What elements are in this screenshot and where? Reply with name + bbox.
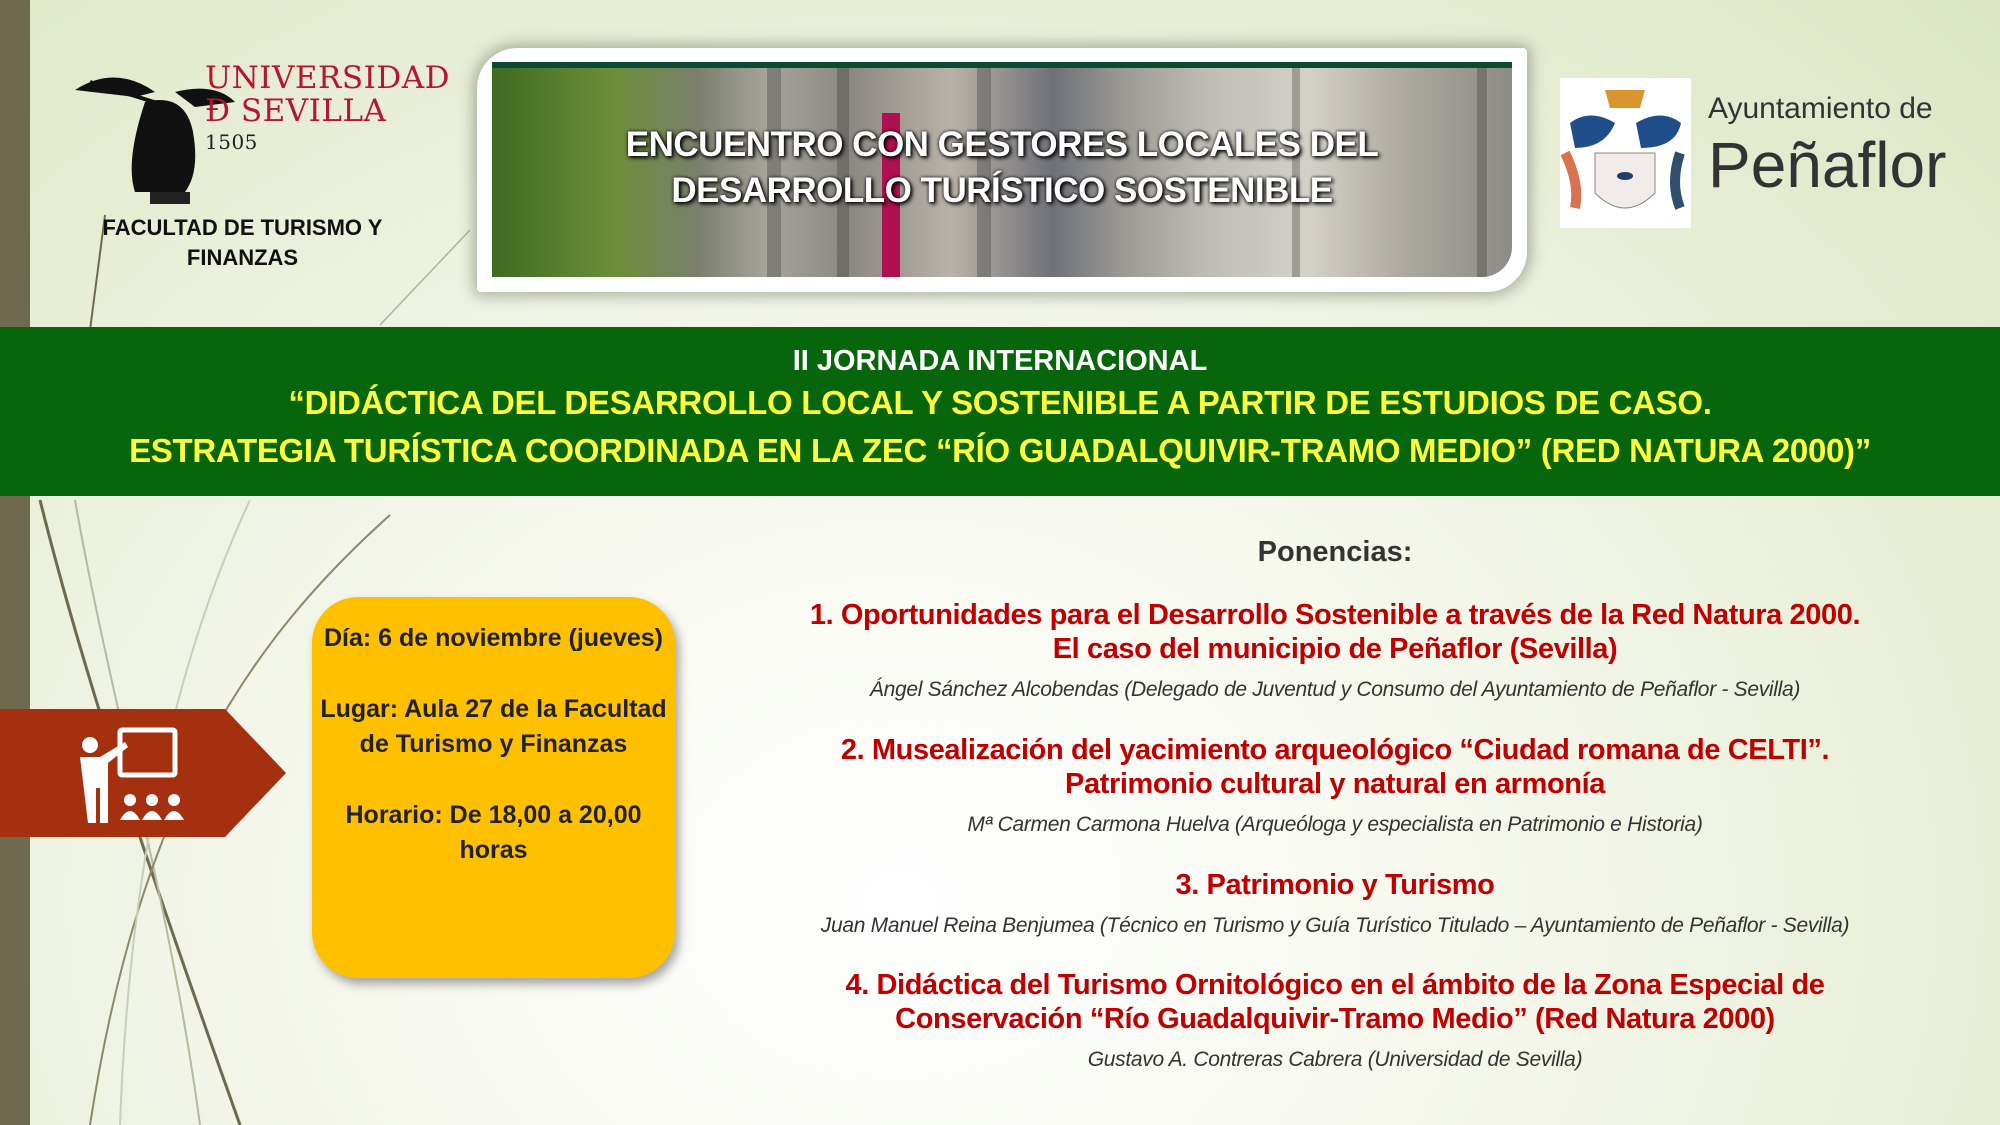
event-banner: [477, 48, 1527, 292]
university-name-line1: UNIVERSIDAD: [205, 60, 450, 96]
municipality-line1: Ayuntamiento de: [1708, 92, 1933, 125]
talk-title: 3. Patrimonio y Turismo: [1175, 869, 1495, 901]
talk-speaker: Mª Carmen Carmona Huelva (Arqueóloga y especialista en Patrimonio e Historia): [967, 813, 1703, 836]
event-time: Horario: De 18,00 a 20,00 horas: [345, 801, 642, 864]
event-info-box: [312, 597, 675, 978]
event-title-line1: “DIDÁCTICA DEL DESARROLLO LOCAL Y SOSTENIBLE A PARTIR DE ESTUDIOS DE CASO.: [288, 384, 1712, 421]
event-subtitle: II JORNADA INTERNACIONAL: [792, 345, 1208, 377]
talk-title: 2. Musealización del yacimiento arqueológico “Ciudad romana de CELTI”.: [840, 734, 1830, 766]
banner-title-line2: DESARROLLO TURÍSTICO SOSTENIBLE: [671, 171, 1333, 210]
event-day: Día: 6 de noviembre (jueves): [323, 624, 663, 652]
talk-title: El caso del municipio de Peñaflor (Sevilla): [1052, 633, 1618, 665]
talk-speaker: Gustavo A. Contreras Cabrera (Universidad de Sevilla): [1087, 1048, 1583, 1071]
penaflor-coat-of-arms-icon: [1560, 78, 1691, 228]
banner-title-line1: ENCUENTRO CON GESTORES LOCALES DEL: [625, 125, 1379, 164]
university-name-line2: Đ SEVILLA: [205, 93, 387, 129]
event-title-line2: ESTRATEGIA TURÍSTICA COORDINADA EN LA ZEC “RÍO GUADALQUIVIR-TRAMO MEDIO” (RED NATURA 2000)”: [129, 432, 1871, 469]
talk-title: Conservación “Río Guadalquivir-Tramo Medio” (Red Natura 2000): [895, 1003, 1775, 1035]
building-photo: [492, 62, 1512, 277]
talk-title: Patrimonio cultural y natural en armonía: [1065, 768, 1605, 800]
faculty-name: FACULTAD DE TURISMO Y FINANZAS: [102, 215, 383, 270]
talk-speaker: Ángel Sánchez Alcobendas (Delegado de Juventud y Consumo del Ayuntamiento de Peñaflor - Sevilla): [869, 678, 1801, 701]
teacher-presentation-icon: [75, 725, 195, 825]
talk-title: 1. Oportunidades para el Desarrollo Sostenible a través de la Red Natura 2000.: [809, 599, 1861, 631]
talk-speaker: Juan Manuel Reina Benjumea (Técnico en Turismo y Guía Turístico Titulado – Ayuntamiento de Peñaflor - Sevilla): [820, 914, 1850, 937]
talk-1: [740, 598, 1930, 704]
talk-4: [740, 968, 1930, 1074]
title-band: [0, 327, 2000, 496]
municipality-name: Peñaflor: [1708, 129, 1947, 201]
event-place: Lugar: Aula 27 de la Facultad de Turismo y Finanzas: [320, 695, 667, 758]
talk-title: 4. Didáctica del Turismo Ornitológico en el ámbito de la Zona Especial de: [845, 969, 1825, 1001]
talk-2: [740, 733, 1930, 839]
university-year: 1505: [205, 130, 258, 154]
talks-heading: Ponencias:: [1257, 536, 1413, 568]
talk-3: [740, 868, 1930, 940]
university-name: [205, 62, 450, 156]
